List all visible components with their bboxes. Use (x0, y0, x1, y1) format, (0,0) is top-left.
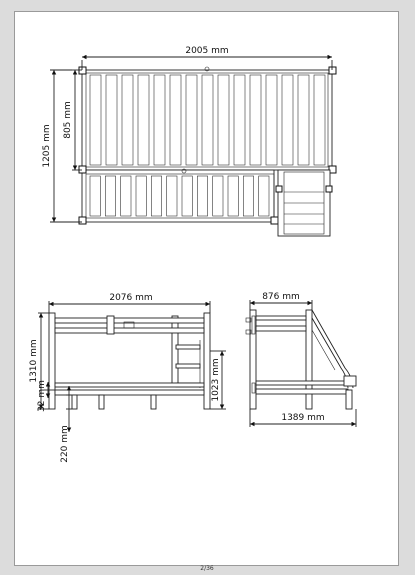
bed-slat (197, 176, 207, 216)
dim-side-top-width: 876 mm (262, 292, 300, 302)
slide-top (276, 170, 332, 236)
bed-slat (186, 75, 197, 165)
bed-slat (105, 176, 115, 216)
bed-slat (228, 176, 238, 216)
bed-slat (298, 75, 309, 165)
bed-slat (243, 176, 253, 216)
bed-slat (106, 75, 117, 165)
bed-slat (122, 75, 133, 165)
dim-front-height: 1310 mm (29, 339, 39, 383)
bed-slat (151, 176, 161, 216)
bed-slat (218, 75, 229, 165)
corner-post (79, 217, 86, 224)
dim-front-lower-height: 1023 mm (211, 358, 221, 402)
top-view (42, 46, 336, 236)
upper-slats (90, 75, 325, 165)
dim-top-depth-total: 1205 mm (42, 124, 52, 168)
front-leg (151, 395, 156, 409)
corner-post (79, 166, 86, 173)
bed-slat (154, 75, 165, 165)
bed-slat (170, 75, 181, 165)
bed-slat (213, 176, 223, 216)
bed-slat (259, 176, 269, 216)
corner-post (79, 67, 86, 74)
bed-slat (234, 75, 245, 165)
bed-slat (314, 75, 325, 165)
bed-slat (182, 176, 192, 216)
dim-front-foot-gap: 32 mm (37, 380, 47, 412)
corner-post (271, 217, 278, 224)
side-view (246, 292, 356, 427)
dim-front-leg-length: 220 mm (60, 425, 70, 463)
bed-slat (167, 176, 177, 216)
dim-side-total-width: 1389 mm (281, 413, 325, 423)
dim-front-width: 2076 mm (109, 293, 153, 303)
bed-slat (136, 176, 146, 216)
page-number: 2/36 (200, 565, 214, 572)
bed-slat (138, 75, 149, 165)
bed-slat (250, 75, 261, 165)
ladder (176, 340, 200, 388)
front-view (29, 293, 226, 463)
bed-slat (90, 176, 100, 216)
bed-slat (282, 75, 293, 165)
bed-slat (90, 75, 101, 165)
bed-slat (266, 75, 277, 165)
corner-post (329, 67, 336, 74)
bed-slat (202, 75, 213, 165)
dim-top-depth-upper: 805 mm (63, 101, 73, 139)
front-leg (99, 395, 104, 409)
bed-slat (121, 176, 131, 216)
dim-top-width: 2005 mm (185, 46, 229, 56)
front-leg (72, 395, 77, 409)
